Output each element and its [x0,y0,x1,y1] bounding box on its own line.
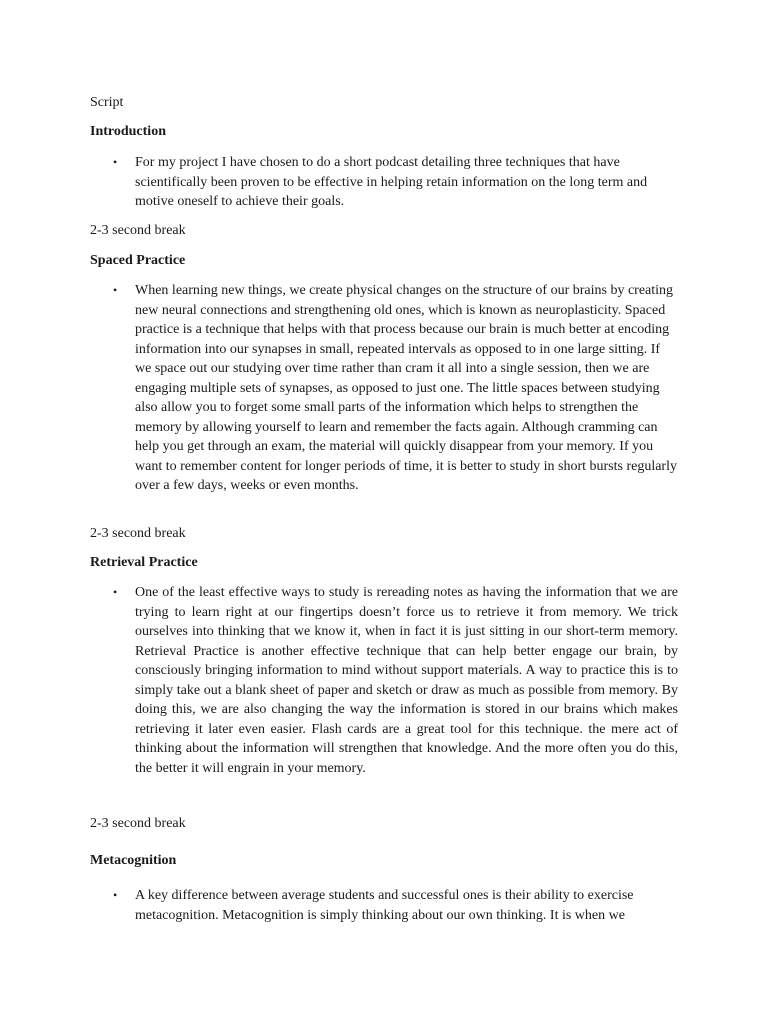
bullet-glyph: • [113,155,118,169]
bullet-glyph: • [113,888,118,902]
section-heading-metacognition: Metacognition [90,853,177,868]
bullet-text-spaced-practice: When learning new things, we create physical changes on the structure of our brains by creating new neural connections and strengthening old ones, which is known as neuroplasticity. Spaced practice is a technique that helps with that process because our brain is much better at encoding information into our synapses in small, repeated intervals as opposed to in one large sitting. If we space out our studying over time rather than cram it all into a single session, then we are engaging multiple sets of synapses, as opposed to just one. The little spaces between studying also allow you to forget some small parts of the information which helps to strengthen the memory by allowing yourself to learn and remember the facts again. Although cramming can help you get through an exam, the material will quickly disappear from your memory. If you want to remember content for longer periods of time, it is better to study in short bursts regularly over a few days, weeks or even months. [135,283,677,493]
break-note: 2-3 second break [90,526,186,541]
break-note: 2-3 second break [90,223,186,238]
section-heading-introduction: Introduction [90,124,166,139]
bullet-text-retrieval-practice: One of the least effective ways to study is rereading notes as having the information that we are trying to learn right at our fingertips doesn’t force us to retrieve it from memory. We trick ourselves into thinking that we know it, when in fact it is just sitting in our short-term memory. Retrieval Practice is another effective technique that can help better engage our brain, by consciously bringing information to mind without support materials. A way to practice this is to simply take out a blank sheet of paper and sketch or draw as much as possible from memory. By doing this, we are also changing the way the information is stored in our brains which makes retrieving it later even easier. Flash cards are a great tool for this technique. the mere act of thinking about the information will strengthen that knowledge. And the more often you do this, the better it will engrain in your memory. [135,585,678,776]
script-label: Script [90,95,124,110]
bullet-text-introduction: For my project I have chosen to do a short podcast detailing three techniques that have scientifically been proven to be effective in helping retain information on the long term and motive oneself to achieve their goals. [135,155,648,209]
break-note: 2-3 second break [90,816,186,831]
bullet-text-metacognition: A key difference between average students and successful ones is their ability to exercise metacognition. Metacognition is simply thinking about our own thinking. It is when we [135,888,634,923]
bullet-glyph: • [113,585,118,599]
section-heading-spaced-practice: Spaced Practice [90,253,186,268]
bullet-glyph: • [113,283,118,297]
section-heading-retrieval-practice: Retrieval Practice [90,555,198,570]
